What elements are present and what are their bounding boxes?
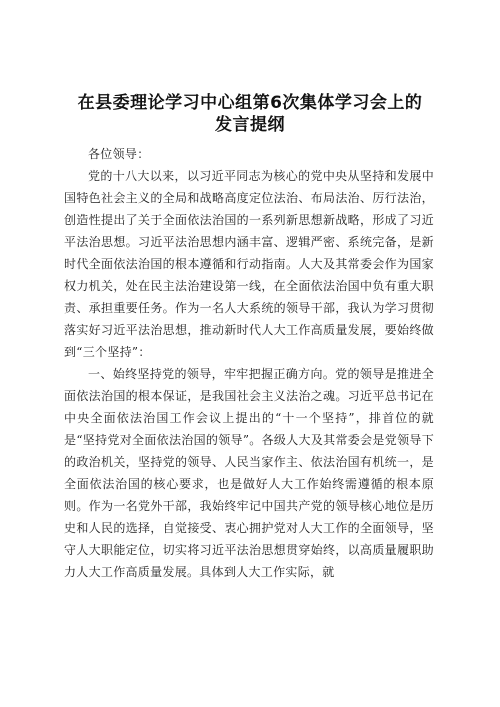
salutation: 各位领导：	[88, 147, 150, 161]
paragraph-section-1: 一、始终坚持党的领导，牢牢把握正确方向。党的领导是推进全面依法治国的根本保证，是我国社会主义法治之魂。习近平总书记在中央全面依法治国工作会议上提出的“十一个坚持”，排首位的就是“坚持党对全面依法治国的领导”。各级人大及其常委会是党领导下的政治机关，坚持党的领导、人民当家作主、依法治国有机统一，是全面依法治国的核心要求，也是做好人大工作始终需遵循的根本原则。作为一名党外干部，我始终牢记中国共产党的领导核心地位是历史和人民的选择，自觉接受、衷心拥护党对人大工作的全面领导，坚守人大职能定位，切实将习近平法治思想贯穿始终，以高质量履职助力人大工作高质量发展。具体到人大工作实际，就	[64, 367, 434, 579]
paragraph-intro: 党的十八大以来，以习近平同志为核心的党中央从坚持和发展中国特色社会主义的全局和战略高度定位法治、布局法治、厉行法治，创造性提出了关于全面依法治国的一系列新思想新战略，形成了习近平法治思想。习近平法治思想内涵丰富、逻辑严密、系统完备，是新时代全面依法治国的根本遵循和行动指南。人大及其常委会作为国家权力机关，处在民主法治建设第一线，在全面依法治国中负有重大职责、承担重要任务。作为一名人大系统的领导干部，我认为学习贯彻落实好习近平法治思想，推动新时代人大工作高质量发展，要始终做到“三个坚持”：	[64, 169, 434, 359]
document-title-line-1: 在县委理论学习中心组第6次集体学习会上的	[77, 93, 423, 113]
document-title-line-2: 发言提纲	[215, 115, 285, 135]
document-body	[64, 143, 434, 583]
